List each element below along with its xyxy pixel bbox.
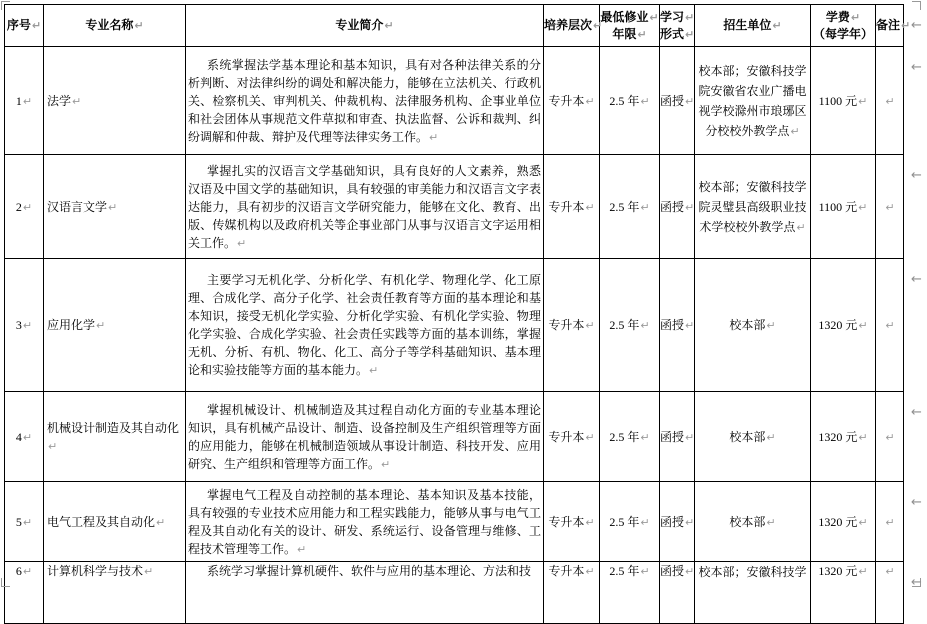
intro-text: 系统学习掌握计算机硬件、软件与应用的基本理论、方法和技: [207, 564, 532, 578]
cell-major-name[interactable]: [44, 47, 186, 155]
intro-text: 掌握电气工程及自动控制的基本理论、基本知识及基本技能，具有较强的专业技术应用能力和工程实践能力，能够从事与电气工程及其自动化有关的设计、研发、系统运行、设备管理与维修、工程技术管理等工作。: [188, 487, 541, 556]
intro-paragraph: [188, 271, 541, 379]
cell-min-years-text: 2.5 年: [609, 429, 640, 444]
cell-major-name[interactable]: [44, 155, 186, 259]
header-line: [600, 26, 659, 43]
cell-min-years[interactable]: [600, 259, 660, 392]
cell-study-form-text: 函授: [660, 199, 685, 214]
cell-major-name[interactable]: [44, 259, 186, 392]
cell-end-mark: ↵: [384, 19, 394, 32]
cell-note[interactable]: [876, 259, 904, 392]
cell-end-mark: ↵: [685, 515, 695, 529]
cell-min-years[interactable]: [600, 482, 660, 562]
cell-end-mark: ↵: [858, 200, 868, 214]
cell-end-mark: ↵: [685, 430, 695, 444]
cell-end-mark: ↵: [585, 319, 595, 332]
cell-end-mark: ↵: [31, 19, 42, 32]
row-number-text: 5: [15, 514, 22, 529]
header-text: 形式: [660, 26, 685, 41]
enroll-unit-text: 校本部: [729, 318, 766, 332]
table-header: [5, 5, 911, 47]
col-header-intro[interactable]: [186, 5, 544, 47]
cell-enroll-unit[interactable]: [695, 482, 811, 562]
cell-end-mark: ↵: [22, 94, 33, 108]
intro-text: 掌握机械设计、机械制造及其过程自动化方面的专业基本理论知识，具有机械产品设计、制造、设备控制及生产组织管理等方面的应用能力，能够在机械制造领域从事设计制造、科技开发、应用研究、生产组织和管理等方面工作。: [188, 402, 541, 471]
cell-major-intro[interactable]: [186, 392, 544, 482]
header-line: [811, 9, 875, 26]
cell-end-mark: ↵: [22, 565, 33, 578]
major-name-text: 法学: [47, 93, 72, 108]
cell-study-form[interactable]: [660, 482, 695, 562]
table-row: [5, 392, 904, 482]
cell-major-intro[interactable]: [186, 259, 544, 392]
cell-study-form-text: 函授: [660, 93, 685, 108]
col-header-note[interactable]: [876, 5, 911, 47]
cell-end-mark: ↵: [885, 565, 895, 578]
cell-end-mark: ↵: [134, 19, 144, 32]
cell-end-mark: ↵: [72, 94, 82, 108]
col-header-major[interactable]: [44, 5, 186, 47]
header-line: [811, 26, 875, 43]
cell-fee[interactable]: [811, 392, 876, 482]
cell-num[interactable]: [5, 482, 44, 562]
cell-level[interactable]: [544, 392, 600, 482]
cell-min-years-text: 2.5 年: [609, 93, 640, 108]
cell-end-mark: ↵: [685, 319, 695, 332]
cell-end-mark: ↵: [858, 515, 868, 529]
enroll-unit-text: 校本部: [729, 514, 766, 529]
cell-end-mark: ↵: [585, 515, 595, 529]
intro-paragraph: [188, 401, 541, 473]
intro-paragraph: [188, 562, 541, 580]
cell-end-mark: ↵: [22, 515, 33, 529]
table-row: [5, 562, 904, 624]
intro-text: 掌握扎实的汉语言文学基础知识，具有良好的人文素养，熟悉汉语及中国文学的基础知识，具有较强的审美能力和汉语言文字表达能力，具有初步的汉语言文学研究能力，能够在文化、教育、出版、传媒机构以及政府机关等企事业部门从事与汉语言文字运用相关工作。: [188, 163, 541, 250]
cell-note[interactable]: [876, 482, 904, 562]
fee-text: 1320 元: [818, 429, 858, 444]
cell-end-mark: ↵: [885, 515, 895, 529]
cell-end-mark: ↵: [858, 94, 868, 108]
cell-end-mark: ↵: [685, 565, 695, 578]
cell-end-mark: ↵: [297, 542, 307, 556]
cell-note[interactable]: [876, 562, 904, 624]
cell-num[interactable]: [5, 155, 44, 259]
cell-fee[interactable]: [811, 47, 876, 155]
col-header-num[interactable]: [5, 5, 44, 47]
row-number-text: 2: [15, 199, 22, 214]
header-text: 最低修业: [600, 9, 649, 24]
table-row: [5, 155, 904, 259]
cell-major-name[interactable]: [44, 562, 186, 624]
cell-min-years[interactable]: [600, 155, 660, 259]
cell-major-name[interactable]: [44, 482, 186, 562]
cell-end-mark: ↵: [369, 364, 379, 377]
col-header-form[interactable]: [660, 5, 695, 47]
cell-end-mark: ↵: [585, 565, 595, 578]
cell-num[interactable]: [5, 47, 44, 155]
cell-major-intro[interactable]: [186, 155, 544, 259]
cell-end-mark: ↵: [850, 10, 861, 24]
cell-end-mark: ↵: [885, 94, 895, 108]
intro-paragraph: [188, 486, 541, 558]
cell-end-mark: ↵: [885, 430, 895, 444]
major-name-text: 机械设计制造及其自动化: [47, 420, 180, 435]
cell-end-mark: ↵: [22, 430, 33, 444]
header-text: 年限: [612, 26, 637, 41]
cell-end-mark: ↵: [790, 124, 800, 138]
cell-level[interactable]: [544, 562, 600, 624]
header-line: [660, 9, 694, 26]
cell-num[interactable]: [5, 392, 44, 482]
cell-note[interactable]: [876, 47, 904, 155]
page-margin-cropmark-topright: [912, 1, 921, 10]
cell-end-mark: ↵: [585, 430, 595, 444]
table-row: [5, 47, 904, 155]
row-end-arrow: ←: [911, 17, 922, 33]
major-name-text: 应用化学: [47, 318, 96, 332]
col-header-fee[interactable]: [811, 5, 876, 47]
cell-study-form[interactable]: [660, 259, 695, 392]
cell-level[interactable]: [544, 482, 600, 562]
header-line: [600, 9, 659, 26]
cell-end-mark: ↵: [766, 319, 776, 332]
cell-enroll-unit[interactable]: [695, 392, 811, 482]
cell-level-text: 专升本: [548, 199, 585, 214]
table-row: [5, 259, 904, 392]
cell-end-mark: ↵: [649, 10, 659, 24]
row-end-arrow: ←: [911, 404, 922, 420]
fee-text: 1320 元: [818, 564, 858, 578]
cell-study-form-text: 函授: [660, 318, 685, 332]
header-text: 学费: [825, 9, 850, 24]
cell-level[interactable]: [544, 155, 600, 259]
cell-end-mark: ↵: [685, 10, 695, 24]
cell-end-mark: ↵: [796, 220, 806, 234]
cell-study-form[interactable]: [660, 155, 695, 259]
enroll-unit-text: 校本部；安徽科技学院灵璧县高级职业技术学校校外教学点: [698, 179, 807, 234]
cell-end-mark: ↵: [858, 319, 868, 332]
intro-text: 主要学习无机化学、分析化学、有机化学、物理化学、化工原理、合成化学、高分子化学、社会责任教育等方面的基本理论和基本知识，接受无机化学实验、分析化学实验、有机化学实验、物理化学实验、合成化学实验、社会责任实践等方面的基本训练，掌握无机、分析、有机、物化、化工、高分子等学科基础知识、基本理论和实验技能等方面的基本能力。: [188, 273, 541, 377]
cell-enroll-unit[interactable]: [695, 47, 811, 155]
cell-fee[interactable]: [811, 155, 876, 259]
cell-level-text: 专升本: [548, 93, 585, 108]
cell-num[interactable]: [5, 259, 44, 392]
fee-text: 1320 元: [818, 318, 858, 332]
intro-paragraph: [188, 162, 541, 252]
row-end-arrow: ←: [911, 271, 922, 287]
row-end-arrow: ←: [911, 574, 922, 590]
row-number-text: 4: [15, 429, 22, 444]
header-text: （每学年）: [812, 26, 873, 41]
cell-enroll-unit[interactable]: [695, 155, 811, 259]
page-margin-cropmark-bottomleft: [1, 578, 10, 587]
header-text: 序号: [6, 18, 31, 32]
cell-level[interactable]: [544, 47, 600, 155]
intro-text: 系统掌握法学基本理论和基本知识，具有对各种法律关系的分析判断、对法律纠纷的调处和解决能力，能够在立法机关、行政机关、检察机关、审判机关、仲裁机构、法律服务机构、企事业单位和社会团体从事规范文件草拟和审查、执法监督、公诉和裁判、纠纷调解和仲裁、辩护及代理等法律实务工作。: [188, 57, 541, 144]
row-number-text: 3: [15, 318, 22, 332]
cell-major-name[interactable]: [44, 392, 186, 482]
header-text: 学习: [660, 9, 685, 24]
cell-end-mark: ↵: [766, 430, 776, 444]
cell-end-mark: ↵: [108, 200, 118, 214]
cell-end-mark: ↵: [685, 200, 695, 214]
fee-text: 1100 元: [818, 199, 858, 214]
header-text: 备注: [876, 18, 901, 32]
cell-end-mark: ↵: [640, 200, 650, 214]
cell-major-intro[interactable]: [186, 482, 544, 562]
cell-end-mark: ↵: [772, 19, 782, 32]
cell-note[interactable]: [876, 155, 904, 259]
cell-end-mark: ↵: [585, 200, 595, 214]
cell-min-years[interactable]: [600, 392, 660, 482]
enroll-unit-text: 校本部；安徽科技学院安徽省农业广播电视学校滁州市琅琊区分校校外教学点: [698, 63, 807, 138]
table-body: [5, 47, 904, 624]
cell-end-mark: ↵: [640, 430, 650, 444]
header-text: 专业简介: [335, 18, 384, 32]
cell-end-mark: ↵: [48, 439, 58, 453]
cell-end-mark: ↵: [429, 130, 439, 144]
cell-major-intro[interactable]: [186, 562, 544, 624]
cell-end-mark: ↵: [640, 94, 650, 108]
row-end-arrow: ←: [911, 167, 922, 183]
cell-end-mark: ↵: [22, 200, 33, 214]
header-row: [5, 5, 904, 47]
enroll-unit-text: 校本部: [729, 429, 766, 444]
cell-study-form[interactable]: [660, 47, 695, 155]
major-name-text: 电气工程及其自动化: [47, 514, 156, 529]
cell-enroll-unit[interactable]: [695, 562, 811, 624]
page-margin-cropmark-topleft: [1, 1, 10, 10]
cell-end-mark: ↵: [640, 565, 650, 578]
cell-study-form-text: 函授: [660, 514, 685, 529]
cell-end-mark: ↵: [640, 319, 650, 332]
enroll-unit-text: 校本部；安徽科技学: [698, 565, 807, 579]
cell-num[interactable]: [5, 562, 44, 624]
cell-min-years-text: 2.5 年: [609, 318, 640, 332]
majors-table: [4, 4, 911, 624]
row-number-text: 6: [15, 564, 22, 578]
cell-min-years-text: 2.5 年: [609, 564, 640, 578]
cell-study-form-text: 函授: [660, 429, 685, 444]
cell-end-mark: ↵: [96, 319, 106, 332]
cell-end-mark: ↵: [885, 319, 895, 332]
cell-level-text: 专升本: [548, 514, 585, 529]
cell-end-mark: ↵: [858, 565, 868, 578]
row-end-arrow: ←: [911, 59, 922, 75]
cell-fee[interactable]: [811, 259, 876, 392]
cell-fee[interactable]: [811, 562, 876, 624]
cell-end-mark: ↵: [144, 565, 154, 578]
table-row: [5, 482, 904, 562]
cell-end-mark: ↵: [766, 515, 776, 529]
cell-study-form-text: 函授: [660, 564, 685, 578]
cell-end-mark: ↵: [885, 200, 895, 214]
cell-enroll-unit[interactable]: [695, 259, 811, 392]
cell-end-mark: ↵: [237, 236, 247, 250]
row-end-arrow: ←: [911, 494, 922, 510]
cell-end-mark: ↵: [156, 515, 166, 529]
intro-paragraph: [188, 56, 541, 146]
cell-level-text: 专升本: [548, 318, 585, 332]
cell-end-mark: ↵: [640, 515, 650, 529]
cell-major-intro[interactable]: [186, 47, 544, 155]
header-text: 培养层次: [544, 18, 593, 32]
cell-min-years-text: 2.5 年: [609, 199, 640, 214]
row-number-text: 1: [15, 93, 22, 108]
cell-end-mark: ↵: [585, 94, 595, 108]
cell-min-years[interactable]: [600, 562, 660, 624]
cell-end-mark: ↵: [22, 319, 33, 332]
major-name-text: 计算机科学与技术: [47, 564, 144, 578]
cell-end-mark: ↵: [858, 430, 868, 444]
cell-note[interactable]: [876, 392, 904, 482]
cell-min-years[interactable]: [600, 47, 660, 155]
cell-end-mark: ↵: [381, 457, 391, 471]
cell-end-mark: ↵: [637, 27, 647, 41]
cell-study-form[interactable]: [660, 392, 695, 482]
header-text: 专业名称: [85, 18, 134, 32]
major-name-text: 汉语言文学: [47, 199, 108, 214]
col-header-level[interactable]: [544, 5, 603, 47]
cell-end-mark: ↵: [685, 27, 695, 41]
cell-level-text: 专升本: [548, 564, 585, 578]
header-text: 招生单位: [723, 18, 772, 32]
cell-level[interactable]: [544, 259, 600, 392]
col-header-years[interactable]: [600, 5, 660, 47]
cell-end-mark: ↵: [593, 19, 603, 32]
cell-min-years-text: 2.5 年: [609, 514, 640, 529]
col-header-unit[interactable]: [695, 5, 811, 47]
header-line: [660, 26, 694, 43]
cell-end-mark: ↵: [901, 19, 911, 32]
cell-study-form[interactable]: [660, 562, 695, 624]
cell-end-mark: ↵: [685, 94, 695, 108]
fee-text: 1100 元: [818, 93, 858, 108]
cell-level-text: 专升本: [548, 429, 585, 444]
fee-text: 1320 元: [818, 514, 858, 529]
cell-fee[interactable]: [811, 482, 876, 562]
